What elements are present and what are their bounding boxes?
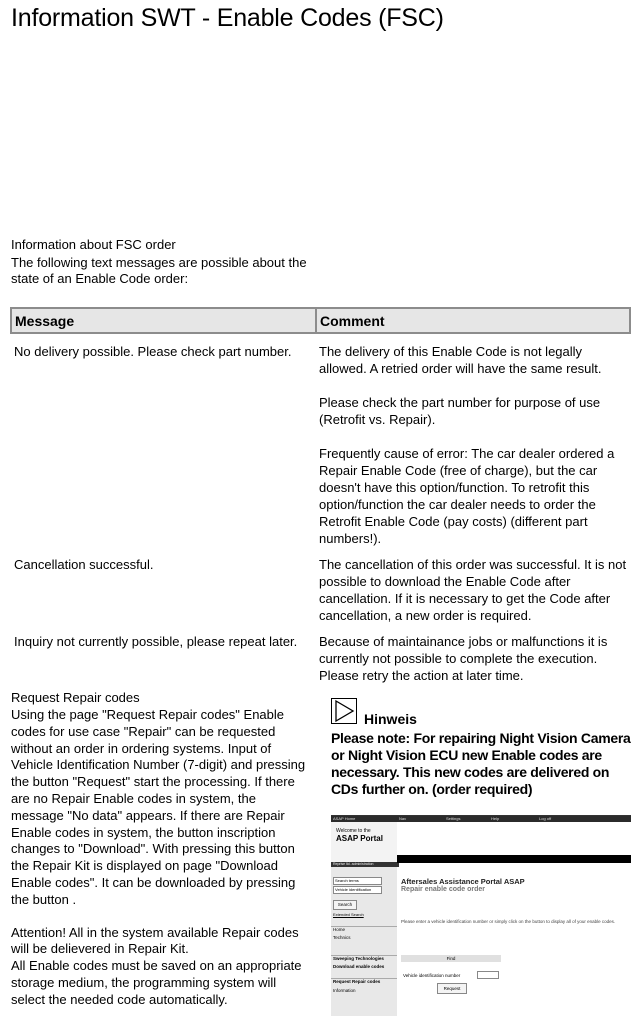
play-arrow-icon (331, 698, 357, 724)
portal-name: ASAP Portal (336, 834, 383, 843)
comment-paragraph: Please check the part number for purpose of use (Retrofit vs. Repair). (319, 395, 601, 427)
table-header-row (11, 308, 630, 333)
portal-menu-item: Technics (333, 935, 351, 940)
portal-nav-item: ASAP Home (333, 816, 356, 821)
portal-nav-item: Nav (399, 816, 407, 821)
portal-menu-item: Home (333, 927, 346, 932)
comment-cell (316, 624, 630, 684)
repair-paragraph: All Enable codes must be saved on an appropriate storage medium, the programming system will select the needed code automatically. (11, 958, 302, 1007)
comment-paragraph: The cancellation of this order was successful. It is not possible to download the Enable Code after cancellation. If it is necessary to get the Code after cancellation, a new order is required. (319, 557, 627, 623)
portal-header-bar (397, 855, 631, 863)
portal-extended-search: Extended Search (333, 912, 364, 917)
info-heading: Information about FSC order (11, 237, 176, 252)
portal-request-button: Request (437, 983, 467, 994)
comment-cell (316, 333, 630, 547)
comment-cell (316, 547, 630, 624)
note-heading: Hinweis (364, 711, 417, 727)
table-row (11, 547, 630, 624)
portal-menu-item: Request Repair codes (333, 979, 381, 984)
table-row (11, 624, 630, 684)
repair-heading: Request Repair codes (11, 690, 140, 705)
message-cell: Inquiry not currently possible, please repeat later. (14, 634, 298, 649)
repair-text (11, 707, 311, 1009)
comment-paragraph: Frequently cause of error: The car dealer ordered a Repair Enable Code (free of charge), but the car doesn't have this option/function. To retrofit this option/function the car dealer needs to order the Retrofit Enable Code (pay costs) (different part numbers!). (319, 446, 615, 546)
portal-nav-item: Help (491, 816, 500, 821)
message-cell: Cancellation successful. (14, 557, 154, 572)
portal-main-title: Aftersales Assistance Portal ASAP (401, 877, 525, 886)
message-cell: No delivery possible. Please check part number. (14, 344, 292, 359)
repair-paragraph: Using the page "Request Repair codes" Enable codes for use case "Repair" can be requested without an order in ordering systems. Input of Vehicle Identification Number (7-digit) and pressing the button "Request" start the processing. If there are no Repair Enable codes in system, the message "No data" appears. If there are Repair Enable codes in system, the button inscription changes to "Download". With pressing this button the Repair Kit is displayed on page "Download Enable codes". It can be downloaded by pressing the button . (11, 707, 306, 907)
portal-find-bar: Find (401, 955, 501, 962)
portal-welcome: Welcome to the (336, 828, 371, 834)
portal-admin-bar: Reprise ltd. administration (331, 862, 399, 867)
portal-nav-item: Log off (539, 816, 552, 821)
portal-nav-item: Settings (446, 816, 461, 821)
message-table (10, 307, 631, 684)
portal-main-subtitle: Repair enable code order (401, 886, 486, 893)
column-header-message: Message (11, 308, 316, 333)
info-text: The following text messages are possible about the state of an Enable Code order: (11, 255, 307, 286)
portal-vin-input (477, 971, 499, 979)
table-row (11, 333, 630, 547)
column-header-comment: Comment (316, 308, 630, 333)
portal-search-field: Search terms (333, 877, 382, 885)
portal-logo (331, 822, 397, 863)
portal-search-button: Search (333, 900, 357, 910)
portal-instruction: Please enter a vehicle identification number or simply click on the button to display all of your enable codes. (401, 919, 616, 924)
repair-paragraph: Attention! All in the system available Repair codes will be delievered in Repair Kit. (11, 924, 299, 957)
comment-paragraph: Because of maintainance jobs or malfunctions it is currently not possible to complete the execution. Please retry the action at later time. (319, 634, 608, 683)
portal-menu-item: Sweeping Technologies (333, 956, 384, 961)
portal-sidebar (331, 822, 397, 1016)
note-text: Please note: For repairing Night Vision Camera or Night Vision ECU new Enable codes are necessary. This new codes are delivered on CDs further on. (order required) (331, 730, 631, 797)
page-title: Information SWT - Enable Codes (FSC) (11, 4, 444, 32)
portal-screenshot (331, 815, 631, 1016)
portal-vin-field: Vehicle identification (333, 886, 382, 894)
portal-menu-item: Download enable codes (333, 964, 385, 969)
comment-paragraph: The delivery of this Enable Code is not legally allowed. A retried order will have the same result. (319, 344, 602, 376)
portal-vin-label: Vehicle identification number (403, 973, 461, 978)
portal-menu-item: Information (333, 988, 356, 993)
